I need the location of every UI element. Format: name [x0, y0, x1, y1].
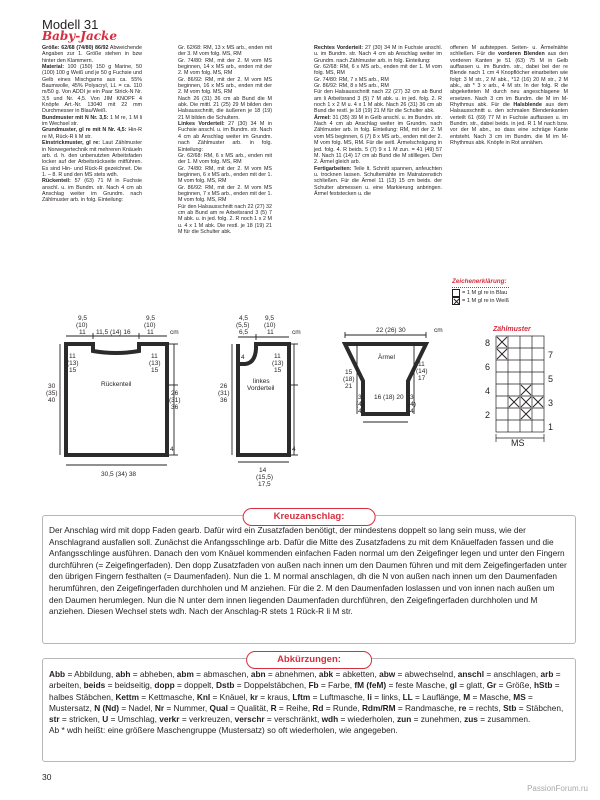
aermel-text: 31 (35) 39 M in Gelb anschl. u. im Bundm. str. Nach 4 cm ab Anschlag weiter im Grundm. nach Zählmuster arb. in folg. Einteilung: RM, mit der 2. M vom MS beginnen, 6 (7) 8 x MS arb., enden mit der 2. M vom folg. MS, RM. Für die seitl. Ärmelschrägung in jed. folg. 4. R beids. 5 (7) 9 x 1 M zun. = 41 (49) 57 M. Nach 11 (14) 17 cm ab Bund die M stilllegen. Den 2. Ärmel gleich arb. — [314, 114, 442, 166]
abbreviation-term: Abb — [49, 669, 66, 679]
model-name: Baby-Jacke — [42, 29, 117, 43]
abbreviation-item — [463, 692, 513, 702]
dim-label: 36 — [220, 397, 228, 404]
abbreviation-item — [159, 714, 234, 724]
abbreviation-term: zun — [396, 714, 412, 725]
abbreviation-meaning: = abmaschen, — [193, 669, 251, 679]
abbreviation-term: abm — [176, 669, 194, 679]
abbreviation-term: Nr — [154, 702, 165, 713]
col2-line: Für den Halsausschnitt nach 22 (27) 32 cm ab Bund am re Arbeitsrand 3 (5) 7 M abk. u. in jed. folg. 2. R noch 1 x 2 M u. 4 x 1 M abk. Die restl. je 18 (19) 21 M für die Schulter abk. — [178, 203, 272, 235]
abbreviation-meaning: = Farbe, — [318, 680, 355, 691]
abbreviation-meaning: = Nummer, — [164, 702, 210, 713]
back-piece-diagram — [60, 333, 178, 465]
abbreviation-items — [49, 669, 563, 724]
abbreviation-term: abw — [379, 669, 396, 679]
abbreviation-meaning: = verkreuzen, — [179, 714, 235, 725]
abbreviation-meaning: = abheben, — [130, 669, 177, 679]
abbreviation-meaning: = Kettmasche, — [138, 691, 197, 702]
col4-text1: offenen M aufsteppen. Seiten- u. Ärmelnähte schließen. Für die — [450, 45, 568, 58]
abbreviation-meaning: = anschlagen, — [484, 669, 541, 679]
abbreviation-item — [459, 703, 504, 713]
dim-label: (18) — [343, 376, 355, 383]
dim-label: (10) — [76, 322, 88, 329]
abbreviation-meaning: = feste Masche, — [386, 680, 450, 691]
dim-label: 11 — [151, 353, 158, 360]
dim-label: 26 — [220, 383, 228, 390]
dim-label: 6,5 — [239, 329, 249, 336]
abbreviation-term: kr — [250, 691, 258, 702]
abbreviation-meaning: = abwechselnd, — [395, 669, 458, 679]
count-chart — [496, 336, 544, 442]
abbreviation-term: U — [102, 714, 109, 725]
abbreviation-item — [379, 669, 458, 679]
dim-label: 4,5 — [239, 315, 249, 322]
bund-text: 1 M re, 1 M li im Wechsel str. — [42, 114, 142, 128]
neck-dim-label: 11,5 (14) 16 — [96, 329, 131, 336]
abbreviation-term: verkr — [159, 714, 180, 725]
abbreviation-meaning: = Größe, — [496, 680, 534, 691]
abbreviation-term: abh — [115, 669, 131, 679]
dim-label: 36 — [171, 404, 179, 411]
abbreviation-meaning: = Reihe, — [276, 702, 313, 713]
abbreviation-footnote: Ab * wdh heißt: eine größere Maschengruppe (Mustersatz) so oft wiederholen, wie angegeben. — [49, 725, 398, 736]
abbreviation-meaning: = beidseitig, — [105, 680, 155, 691]
page-number: 30 — [42, 772, 52, 782]
abbreviation-term: anschl — [457, 669, 485, 679]
dim-label: 15 — [274, 367, 282, 374]
dim-label: (10) — [264, 322, 276, 329]
links-label: Linkes Vorderteil: — [178, 121, 225, 128]
abbreviation-meaning: = zunehmen, — [411, 714, 465, 725]
abbreviation-item — [216, 680, 308, 690]
ms-label: MS — [511, 438, 525, 448]
col2-line: Gr. 74/80: RM, mit der 2. M vom MS beginnen, 14 x MS arb., enden mit der 2. M vom folg. MS, RM — [178, 57, 272, 77]
dim-label: 3 — [410, 394, 414, 401]
legend-title: Zeichenerklärung: — [452, 278, 509, 288]
abbreviation-term: Qual — [209, 702, 228, 713]
abbreviation-meaning: = glatt, — [456, 680, 487, 691]
abbreviation-term: str — [49, 714, 60, 725]
abbreviation-item — [209, 703, 270, 713]
abbreviation-meaning: = Qualität, — [227, 702, 271, 713]
legend-text: = 1 M gl re in Blau — [462, 290, 508, 296]
piece-label: linkes — [253, 378, 270, 385]
abbreviation-item — [49, 714, 102, 724]
chart-row-numbers — [485, 338, 553, 448]
row-number: 3 — [548, 398, 554, 408]
size-label: Größe: — [42, 45, 60, 51]
abbreviations-box — [42, 654, 576, 762]
abbreviation-term: Stb — [503, 702, 517, 713]
abbreviation-term: li — [367, 691, 372, 702]
abbreviation-term: MS — [513, 691, 526, 702]
x-cell — [509, 397, 519, 407]
dim-label: 15 — [69, 367, 77, 374]
abbreviation-meaning: = Randmasche, — [395, 702, 459, 713]
dim-label: (35) — [46, 390, 58, 397]
abbreviation-item — [271, 703, 313, 713]
ruecken-label: Rückenteil: — [42, 178, 71, 185]
blende-label: vorderen Blenden — [497, 51, 545, 58]
chart-title: Zählmuster — [493, 326, 531, 333]
dim-label: 22 (26) 30 — [376, 327, 406, 334]
abbreviation-meaning: = verschränkt, — [264, 714, 322, 725]
dim-label: 26 — [171, 390, 179, 397]
abbreviation-term: zus — [464, 714, 478, 725]
abbreviation-item — [308, 680, 354, 690]
abbreviation-meaning: = stricken, — [59, 714, 103, 725]
dim-label: 15 — [345, 369, 353, 376]
x-cell — [521, 397, 531, 407]
dim-label: 4 — [292, 446, 296, 453]
abbreviation-item — [115, 692, 196, 702]
col4-text2: aus den vorderen Kanten je 51 (63) 75 M in Gelb auffassen u. im Bundm. str., dabei bei der re Blende nach 1 cm 4 Knopflöcher einarbeiten wie folgt: 3 M str., 2 M abk., *12 (16) 20 M str., 2 M abk., ab * 3 x arb., 4 M str. In der folg. R die abgeketteten M durch neu angeschlagene M ersetzen. Nach 3 cm im Bundm. die M im M-Rhythmus abk. Für die — [450, 51, 568, 109]
abbreviation-term: Rdm/RM — [361, 702, 396, 713]
row-number: 2 — [485, 410, 491, 420]
abbreviation-item — [251, 669, 319, 679]
abbreviations-list — [43, 659, 575, 737]
abbreviation-meaning: = Umschlag, — [108, 714, 160, 725]
abbreviation-item — [235, 714, 322, 724]
dim-label: 4 — [241, 354, 245, 361]
kreuzanschlag-title: Kreuzanschlag: — [243, 508, 376, 526]
dim-label: 11 — [267, 329, 274, 336]
dim-label: 11 — [79, 329, 86, 336]
dim-label: 11 — [147, 329, 154, 336]
abbreviation-meaning: = abketten, — [333, 669, 380, 679]
abbreviation-term: N (Nd) — [94, 702, 120, 713]
dim-label: (4) — [408, 401, 416, 408]
size-text: Abweichende Angaben zur 1. Größe stehen in bzw hinter den Klammern. — [42, 45, 142, 64]
abbreviation-meaning: = halbes Stäbchen, — [49, 680, 560, 702]
row-number: 5 — [548, 374, 554, 384]
abbreviation-meaning: = abnehmen, — [265, 669, 319, 679]
dim-label: 9,5 — [146, 315, 156, 322]
col4-text3: aus dem Halsausschnitt u. den schmalen Blendenkanten verteilt 61 (69) 77 M in Fuchsie auffassen u. im Bundm. str., dabei beids. in jed. R 1 M nach bzw. vor der M abn., so dass eine schräge Kante entsteht. Nach 3 cm im Bundm. die M im M-Rhythmus abk. Knöpfe in Rot annähen. — [450, 102, 568, 147]
abbreviation-term: hStb — [533, 680, 553, 691]
abbreviation-term: abk — [318, 669, 334, 679]
col2-line: Gr. 62/68: RM, 13 x MS arb., enden mit der 3. M vom folg. MS, RM — [178, 45, 272, 58]
row-number: 1 — [548, 422, 554, 432]
dim-label: (5,5) — [236, 322, 250, 329]
abbreviation-item — [49, 669, 116, 679]
abbreviation-item — [116, 669, 177, 679]
dim-label: (31) — [218, 390, 230, 397]
abbreviation-item — [322, 714, 397, 724]
dim-label: (15,5) — [256, 474, 273, 481]
abbreviation-term: Rd — [312, 702, 324, 713]
abbreviation-item — [362, 703, 459, 713]
size-values: 62/68 (74/80) 86/92 — [61, 45, 109, 51]
material-text: 100 (150) 150 g Marine, 50 (100) 100 g Weiß und je 50 g Fuchsie und Gelb eines Mischgarns aus ca. 55% Baumwolle, 45% Polyacryl, LL = ca. 110 m/50 g. Von ADDI je ein Paar Strick-N Nr. 3,5 und Nr. 4,5. Von JIM KNOPF 4 Knöpfe Art.-Nr. 13040 mit 22 mm Durchmesser in Blau/Weiß. — [42, 64, 142, 115]
col2-line: Nach 26 (31) 36 cm ab Bund die M abk. Die mittl. 21 (25) 29 M bilden den Halsausschnitt, die äußeren je 18 (19) 21 M bilden die Schultern. — [178, 95, 272, 121]
abbreviation-meaning: = Luftmasche, — [310, 691, 368, 702]
abbreviation-term: Fb — [308, 680, 319, 691]
watermark: PassionForum.ru — [527, 784, 588, 793]
unit-label: cm — [434, 327, 443, 334]
dim-label: 4 — [358, 408, 362, 415]
abbreviation-meaning: = Nadel, — [119, 702, 155, 713]
abbreviation-meaning: = wiederholen, — [338, 714, 397, 725]
abbreviation-item — [367, 692, 402, 702]
abbreviation-meaning: = Lauflänge, — [412, 691, 464, 702]
dim-label: (10) — [144, 322, 156, 329]
abbreviation-term: Knl — [196, 691, 211, 702]
grund-label: Grundmuster, gl re mit N Nr. 4,5: — [42, 127, 127, 134]
dim-label: 4 — [170, 446, 174, 453]
piece-label: Rückenteil — [101, 381, 132, 388]
abbreviation-meaning: = Stäbchen, — [516, 702, 564, 713]
aermel-label: Ärmel: — [314, 114, 331, 121]
x-cell — [521, 409, 531, 419]
abbreviation-item — [197, 692, 250, 702]
dim-label: (31) — [169, 397, 181, 404]
row-number: 4 — [485, 386, 491, 396]
model-title: Modell 31 — [42, 17, 99, 32]
dim-label: 3 — [358, 394, 362, 401]
x-cell — [497, 349, 507, 359]
dim-label: 9,5 — [78, 315, 88, 322]
dim-label: (13) — [67, 360, 79, 367]
rechts-label: Rechtes Vorderteil: — [314, 45, 364, 51]
dim-label: 11 — [274, 353, 281, 360]
abbreviation-meaning: = zusammen. — [477, 714, 531, 725]
abbreviation-term: abn — [250, 669, 266, 679]
links-text: 27 (30) 34 M in Fuchsie anschl. u. im Bundm. str. Nach 4 cm ab Anschlag weiter im Grundm. nach Zählmuster arb. in folg. Einteilung: — [178, 121, 272, 153]
unit-label: cm — [292, 329, 301, 336]
dim-label: 40 — [48, 397, 56, 404]
abbreviation-item — [319, 669, 379, 679]
abbreviation-term: fM (feM) — [354, 680, 387, 691]
abbreviation-term: arb — [540, 669, 554, 679]
abbreviation-item — [154, 680, 216, 690]
abbreviation-term: Dstb — [215, 680, 235, 691]
kreuzanschlag-box — [42, 511, 576, 644]
dim-label: 30 — [48, 383, 56, 390]
piece-label: Vorderteil — [247, 385, 275, 392]
abbreviation-item — [84, 680, 155, 690]
dim-label: (13) — [149, 360, 161, 367]
abbreviation-meaning: = doppelt, — [174, 680, 216, 691]
col2-line: Gr. 86/92: RM, mit der 2. M vom MS beginnen, 16 x MS arb., enden mit der 2. M vom folg. MS, RM — [178, 76, 272, 96]
dim-label: 17 — [418, 375, 426, 382]
dim-label: (14) — [416, 368, 428, 375]
abbreviation-term: Gr — [486, 680, 497, 691]
piece-label: Ärmel — [378, 354, 395, 361]
col2-line: Gr. 86/92: RM, mit der 2. M vom MS beginnen, 7 x MS arb., enden mit der 1. M vom folg. MS, RM — [178, 184, 272, 204]
abbreviation-item — [397, 714, 464, 724]
abbreviation-term: dopp — [154, 680, 175, 691]
grund-text: Hin-R re M, Rück-R li M str. — [42, 127, 142, 140]
abbreviation-item — [450, 680, 487, 690]
dim-label: 30,5 (34) 38 — [101, 471, 137, 478]
abbreviation-meaning: = Knäuel, — [210, 691, 251, 702]
abbreviation-meaning: = Masche, — [470, 691, 514, 702]
col3-line: Gr. 62/68: RM, 6 x MS arb., enden mit der 1. M vom folg. MS, RM — [314, 64, 442, 77]
abbreviation-meaning: = Mustersatz, — [49, 691, 533, 713]
fertig-text: Teile lt. Schnitt spannen, anfeuchten u. trocknen lassen. Schultemähte im Matratzenstich schließen. Für die Ärmel 11 (13) 15 cm beids. der Schulter abmessen u. eine Markierung anbringen. Ärmel feststecken u. die — [314, 165, 443, 197]
abbreviation-meaning: = rechts, — [466, 702, 504, 713]
dim-label: 21 — [345, 383, 353, 390]
dim-label: 11 — [69, 353, 76, 360]
abbreviation-item — [464, 714, 530, 724]
col2-line: Gr. 74/80: RM, mit der 2. M vom MS beginnen, 6 x MS arb., enden mit der 1. M vom folg. MS, RM — [178, 165, 272, 185]
abbreviation-item — [102, 714, 159, 724]
col3-line: Für den Halsausschnitt nach 22 (27) 32 cm ab Bund am li Arbeitsrand 3 (5) 7 M abk. u. in jed. folg. 2. R noch 1 x 2 M u. 4 x 1 M abk. Nach 26 (31) 36 cm ab Bund die restl. je 18 (19) 21 M für die Schulter abk. — [314, 89, 442, 115]
abbreviation-term: R — [270, 702, 277, 713]
x-cell — [521, 385, 531, 395]
einstrick-text: Laut Zählmuster in Norwegertechnik mit mehreren Knäueln arb. d. h. den unbenutzten Arbeitsfaden locker auf der Arbeitsrückseite mitführen. Es sind Hin- und Rück-R gezeichnet. Die 1. – 8. R und den MS stets wdh. — [42, 140, 142, 178]
abbreviation-meaning: = Runde, — [323, 702, 362, 713]
row-number: 7 — [548, 350, 554, 360]
dim-label: (4) — [356, 401, 364, 408]
col3-line: Gr. 86/92: RM, 8 x MS arb., RM — [314, 83, 389, 90]
abbreviation-meaning: = arbeiten, — [49, 669, 561, 691]
dim-label: 11 — [418, 361, 425, 368]
dim-label: 9,5 — [265, 315, 275, 322]
dim-label: 16 (18) 20 — [374, 394, 404, 401]
dim-label: 14 — [259, 467, 267, 474]
abbreviation-term: gl — [449, 680, 457, 691]
abbreviation-meaning: = kraus, — [257, 691, 293, 702]
kreuzanschlag-text: Der Anschlag wird mit dopp Faden gearb. Dafür wird ein Zusatzfaden benötigt, der mindestens doppelt so lang sein muss, wie der Anschlagrand ausfallen soll. Zunächst die Anfangsschlinge arb. Dafür die Mitte des Zusatzfadens zu mit dem Knäuelfaden fassen und die Anfangsschlinge ausführen. Danach den vom Knäuel kommenden einfachen Faden normal um den Zeigefinger legen und unter den Fingern durchführen (= Zeigefingerfaden). Den dopp Zusatzfaden von außen nach innen um den Daumen führen und mit dem Zeigefingerfaden unter den übrigen Fingern festhalten (= Daumenfaden). Nun die 1. M normal anschlagen, dh die N von außen nach innen um den Daumenfaden herumführen, den Zeigefingerfaden durchholen und M anziehen. Für die 2. M den Daumenfaden loslassen und von innen nach außen um den Daumen herumlegen. Nun die N unter dem innen liegenden Daumenfaden durchführen, den Zeigefingerfaden durchholen und M anziehen. Diesen Wechsel stets wdh. Nach der Anschlag-R stets 1 Rück-R li M str. — [49, 525, 567, 617]
x-cell — [533, 397, 543, 407]
abbreviation-item — [458, 669, 541, 679]
abbreviation-meaning: = Abbildung, — [65, 669, 116, 679]
dim-label: (13) — [272, 360, 284, 367]
einstrick-label: Einstrickmuster, gl re: — [42, 140, 100, 147]
row-number: 8 — [485, 338, 491, 348]
abbreviation-term: Kettm — [115, 691, 139, 702]
abbreviation-item — [155, 703, 210, 713]
rechts-text: 27 (30) 34 M in Fuchsie anschl. u. im Bundm. str. Nach 4 cm ab Anschlag weiter im Grundm. nach Zählmuster arb. in folg. Einteilung: — [314, 45, 442, 64]
abbreviation-item — [403, 692, 464, 702]
abbreviation-meaning: = links, — [371, 691, 403, 702]
abbreviation-term: LL — [402, 691, 413, 702]
bund-label: Bundmuster mit N Nr. 3,5: — [42, 114, 109, 121]
row-number: 6 — [485, 362, 491, 372]
abbreviation-item — [94, 703, 155, 713]
unit-label: cm — [170, 329, 179, 336]
abbreviation-term: Lftm — [292, 691, 311, 702]
abbreviation-item — [250, 692, 292, 702]
col2-line: Gr. 62/68: RM, 6 x MS arb., enden mit der 1. M vom folg. MS, RM — [178, 152, 272, 166]
abbreviation-item — [354, 680, 449, 690]
abbreviation-term: re — [458, 702, 467, 713]
legend-text: = 1 M gl re in Weiß — [462, 298, 509, 304]
col3-line: Gr. 74/80: RM, 7 x MS arb., RM — [314, 76, 389, 83]
abbreviations-title: Abkürzungen: — [246, 651, 372, 669]
fertig-label: Fertigarbeiten: — [314, 165, 352, 172]
abbreviation-item — [177, 669, 251, 679]
abbreviation-term: M — [463, 691, 471, 702]
dim-label: 4 — [410, 408, 414, 415]
abbreviation-item — [312, 703, 362, 713]
x-cell — [497, 337, 507, 347]
abbreviation-term: beids — [83, 680, 106, 691]
ruecken-text: 57 (63) 71 M in Fuchsie anschl. u. im Bundm. str. Nach 4 cm ab Anschlag weiter im Grundm. nach Zählmuster arb. in folg. Einteilung: — [42, 178, 142, 204]
hals-label: Halsblende — [513, 102, 542, 109]
abbreviation-term: wdh — [321, 714, 339, 725]
abbreviation-item — [503, 703, 563, 713]
material-label: Material: — [42, 64, 64, 71]
dim-label: 15 — [151, 367, 159, 374]
dim-label: 17,5 — [258, 481, 271, 488]
abbreviation-item — [292, 692, 367, 702]
abbreviation-item — [487, 680, 534, 690]
abbreviation-term: verschr — [234, 714, 265, 725]
abbreviation-meaning: = Doppelstäbchen, — [234, 680, 309, 691]
